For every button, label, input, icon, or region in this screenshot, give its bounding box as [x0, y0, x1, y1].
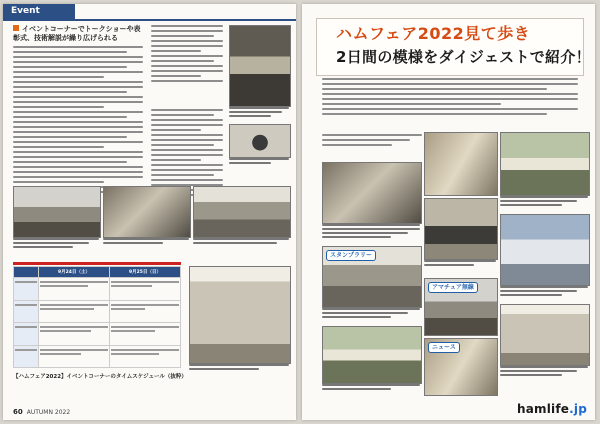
schedule-time-cell — [14, 278, 39, 300]
schedule-caption: 【ハムフェア2022】イベントコーナーのタイムスケジュール（抜粋） — [13, 374, 187, 380]
intro-text — [322, 78, 578, 126]
schedule-cell — [110, 345, 181, 367]
schedule-cell — [39, 345, 110, 367]
logo-tld: .jp — [569, 402, 587, 416]
feature-subtitle: 2日間の模様をダイジェストで紹介！ — [336, 48, 591, 66]
section-rule — [3, 19, 296, 21]
photo-booth-1 — [424, 132, 498, 196]
photo-visitors — [424, 198, 498, 260]
right-page — [302, 4, 595, 420]
photo-award-ceremony — [193, 186, 291, 238]
left-page — [3, 4, 296, 420]
logo-ham: ham — [516, 402, 547, 416]
schedule-cell — [39, 300, 110, 322]
caption-stage-speaker — [229, 107, 289, 121]
schedule-cell — [39, 278, 110, 300]
label-amateur-radio: アマチュア無線 — [428, 282, 478, 293]
photo-radio-club — [322, 326, 422, 384]
caption-award-ceremony — [193, 238, 289, 248]
caption-radio-equipment — [229, 158, 289, 168]
schedule-cell — [110, 278, 181, 300]
schedule-time-header — [14, 267, 39, 278]
schedule-time-cell — [14, 300, 39, 322]
schedule-day-1-header: 9月24日（土） — [39, 267, 110, 278]
feature-title: ハムフェア2022見て歩き — [336, 24, 531, 43]
caption-event-board — [189, 364, 289, 374]
caption-radio-club — [322, 384, 420, 398]
caption-antenna-display — [500, 286, 588, 300]
logo-life: life — [546, 402, 570, 416]
lead-text — [322, 134, 422, 158]
caption-visitors — [424, 260, 496, 274]
caption-talk-show — [13, 238, 99, 252]
body-text-column-2 — [151, 25, 223, 95]
photo-talk-show — [13, 186, 101, 238]
photo-hall-crowd — [322, 162, 422, 224]
photo-booth-2 — [500, 132, 590, 196]
caption-booth-2 — [500, 196, 588, 210]
photo-bookshop — [500, 304, 590, 366]
caption-stamp-rally — [322, 308, 420, 322]
schedule-day-2-header: 9月25日（日） — [110, 267, 181, 278]
photo-radio-equipment — [229, 124, 291, 158]
schedule-time-cell — [14, 323, 39, 345]
section-tab: Event — [3, 4, 75, 19]
photo-antenna-display — [500, 214, 590, 286]
page-number: 60 — [13, 408, 23, 416]
photo-event-board — [189, 266, 291, 364]
page-folio — [13, 408, 70, 416]
issue-label: AUTUMN 2022 — [26, 409, 71, 416]
caption-bookshop — [500, 366, 588, 380]
caption-contest-award — [103, 238, 189, 248]
label-stamp-rally: スタンプラリー — [326, 250, 376, 261]
schedule-time-cell — [14, 345, 39, 367]
photo-stage-speaker — [229, 25, 291, 107]
caption-hall-crowd — [322, 224, 420, 242]
schedule-cell — [110, 300, 181, 322]
article-headline: イベントコーナーでトークショーや表彰式、技術解説が繰り広げられる — [13, 25, 145, 43]
hamlife-logo — [517, 402, 587, 416]
photo-contest-award — [103, 186, 191, 238]
schedule-rule — [13, 262, 181, 265]
schedule-cell — [110, 323, 181, 345]
label-news: ニュース — [428, 342, 460, 353]
schedule-cell — [39, 323, 110, 345]
event-schedule-table — [13, 266, 181, 368]
